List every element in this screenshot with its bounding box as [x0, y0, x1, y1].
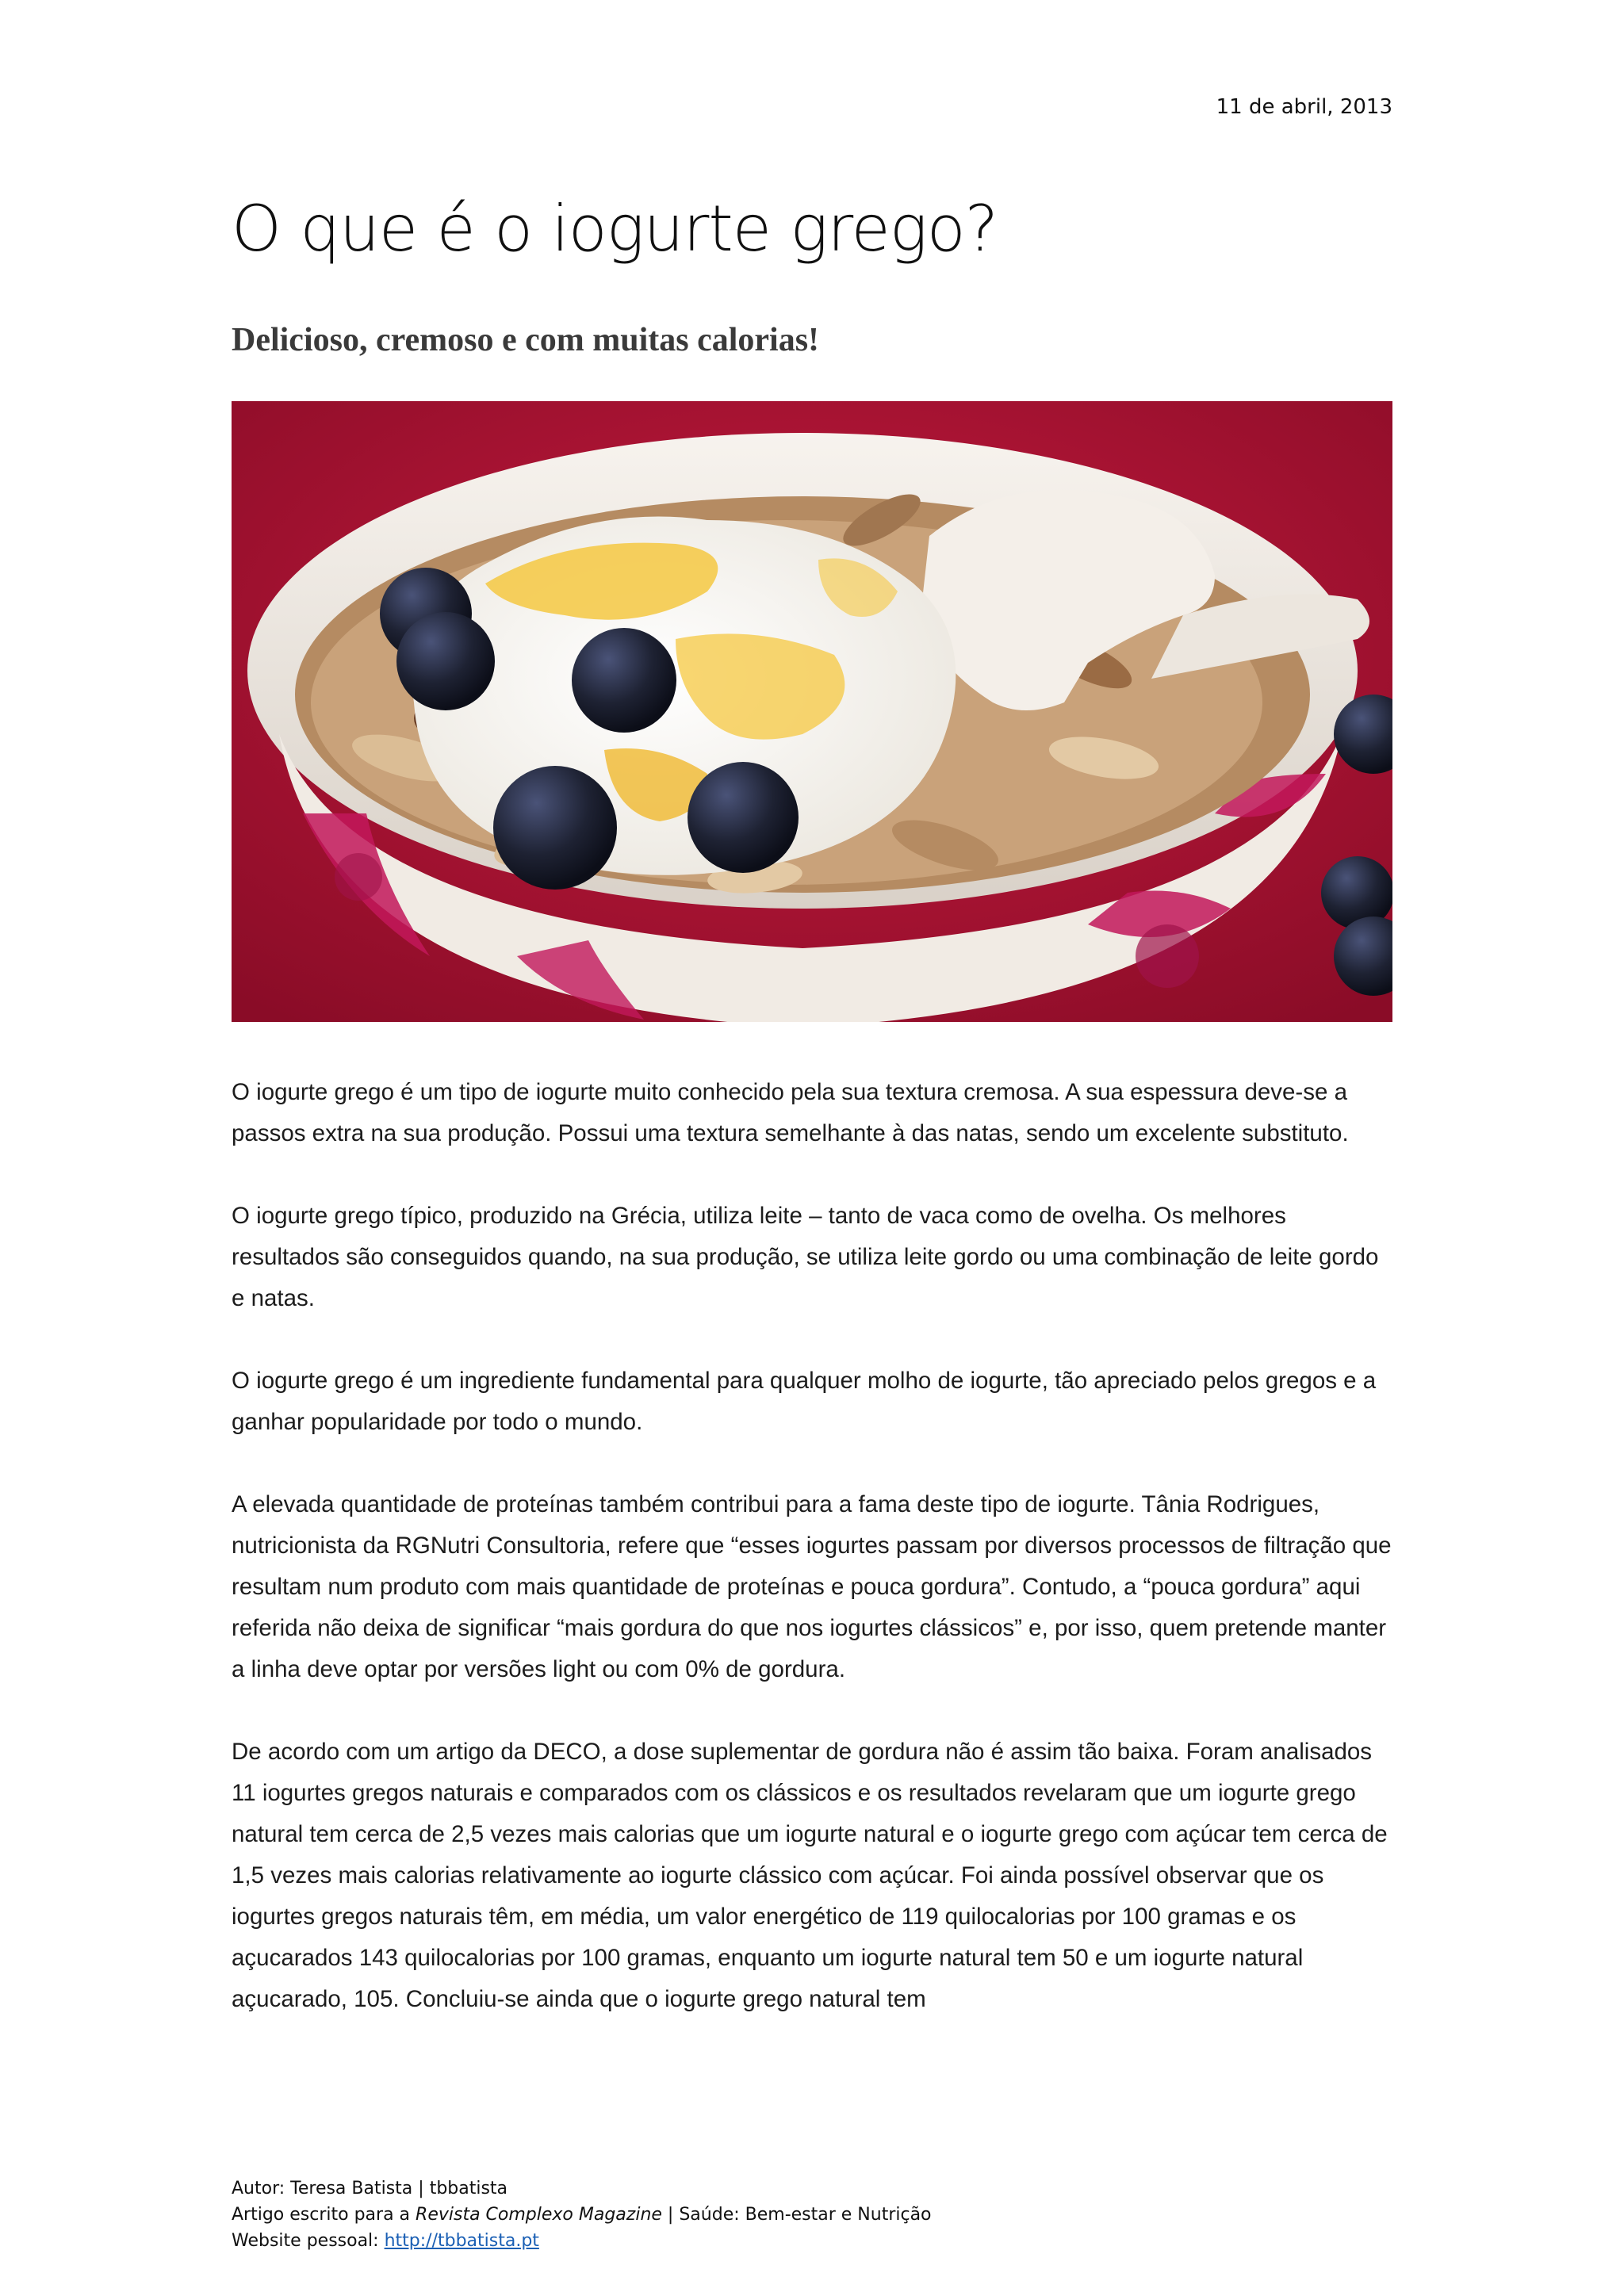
article-date: 11 de abril, 2013 — [1216, 95, 1392, 119]
page-footer — [232, 2175, 932, 2254]
yogurt-dollop — [412, 517, 956, 875]
footer-website — [232, 2228, 932, 2254]
paragraph: O iogurte grego é um tipo de iogurte muito conhecido pela sua textura cremosa. A sua espessura deve-se a passos extra na sua produção. Possui uma textura semelhante à das natas, sendo um excelente substituto. — [232, 1079, 1349, 1146]
yogurt-bowl-illustration — [232, 401, 1392, 1022]
paragraph: De acordo com um artigo da DECO, a dose suplementar de gordura não é assim tão baixa. Foram analisados 11 iogurtes gregos naturais e comparados com os clássicos e os resultados revelaram que um iogurte grego natural tem cerca de 2,5 vezes mais calorias que um iogurte natural e o iogurte grego com açúcar tem cerca de 1,5 vezes mais calorias relativamente ao iogurte clássico com açúcar. Foi ainda possível observar que os iogurtes gregos naturais têm, em média, um valor energético de 119 quilocalorias por 100 gramas e os açucarados 143 quilocalorias por 100 gramas, enquanto um iogurte natural tem 50 e um iogurte natural açucarado, 105. Concluiu-se ainda que o iogurte grego natural tem — [232, 1739, 1388, 2012]
hero-image-yogurt-bowl — [232, 401, 1392, 1022]
footer-written-prefix: Artigo escrito para a — [232, 2205, 416, 2225]
paragraph: O iogurte grego é um ingrediente fundamental para qualquer molho de iogurte, tão apreciado pelos gregos e a ganhar popularidade por todo o mundo. — [232, 1368, 1377, 1435]
article-title: O que é o iogurte grego? — [232, 192, 998, 266]
website-link[interactable]: http://tbbatista.pt — [384, 2231, 539, 2251]
footer-author: Autor: Teresa Batista | tbbatista — [232, 2179, 508, 2198]
paragraph: A elevada quantidade de proteínas também contribui para a fama deste tipo de iogurte. Tânia Rodrigues, nutricionista da RGNutri Consultoria, refere que “esses iogurtes passam por diversos processos de filtração que resultam num produto com mais quantidade de proteínas e pouca gordura”. Contudo, a “pouca gordura” aqui referida não deixa de significar “mais gordura do que nos iogurtes clássicos” e, por isso, quem pretende manter a linha deve optar por versões light ou com 0% de gordura. — [232, 1491, 1392, 1682]
footer-section: | Saúde: Bem-estar e Nutrição — [661, 2205, 932, 2225]
article-subtitle: Delicioso, cremoso e com muitas calorias! — [232, 322, 820, 358]
footer-publication — [232, 2202, 932, 2228]
footer-website-label: Website pessoal: — [232, 2231, 385, 2251]
article-body — [232, 1072, 1397, 2061]
paragraph: O iogurte grego típico, produzido na Grécia, utiliza leite – tanto de vaca como de ovelha. Os melhores resultados são conseguidos quando, na sua produção, se utiliza leite gordo ou uma combinação de leite gordo e natas. — [232, 1203, 1379, 1311]
footer-magazine-name: Revista Complexo Magazine — [416, 2205, 662, 2225]
